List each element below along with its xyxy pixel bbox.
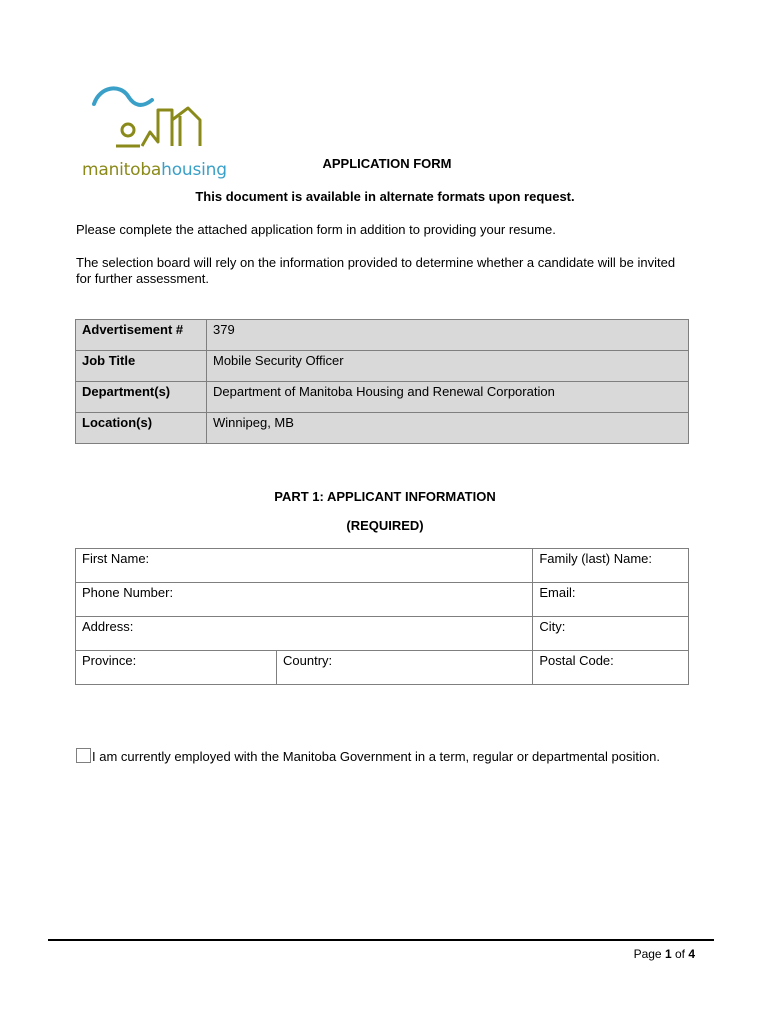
job-title-label: Job Title: [76, 351, 207, 382]
employment-checkbox-label: I am currently employed with the Manitoba Government in a term, regular or departmental position.: [92, 749, 660, 764]
employment-checkbox[interactable]: [76, 748, 91, 763]
logo-graphic-icon: [80, 80, 220, 160]
logo-wordmark: manitobahousing: [82, 160, 227, 180]
advertisement-number-label: Advertisement #: [76, 320, 207, 351]
table-row: [76, 351, 689, 382]
table-row: [76, 583, 689, 617]
intro-paragraph-1: Please complete the attached application form in addition to providing your resume.: [76, 222, 556, 237]
part1-title: PART 1: APPLICANT INFORMATION: [274, 489, 496, 504]
advertisement-table: [75, 319, 689, 444]
email-field[interactable]: Email:: [533, 583, 689, 617]
table-row: [76, 651, 689, 685]
first-name-field[interactable]: First Name:: [76, 549, 533, 583]
location-label: Location(s): [76, 413, 207, 444]
table-row: [76, 617, 689, 651]
table-row: [76, 549, 689, 583]
employment-checkbox-row: [76, 748, 676, 765]
footer-divider: [48, 939, 714, 941]
location-value: Winnipeg, MB: [207, 413, 689, 444]
postal-code-field[interactable]: Postal Code:: [533, 651, 689, 685]
alternate-formats-notice: This document is available in alternate formats upon request.: [195, 189, 575, 204]
page-number: Page 1 of 4: [633, 947, 695, 961]
table-row: [76, 382, 689, 413]
address-field[interactable]: Address:: [76, 617, 533, 651]
intro-paragraph-2: The selection board will rely on the information provided to determine whether a candidate will be invited for further assessment.: [76, 255, 676, 286]
department-value: Department of Manitoba Housing and Renewal Corporation: [207, 382, 689, 413]
table-row: [76, 320, 689, 351]
table-row: [76, 413, 689, 444]
job-title-value: Mobile Security Officer: [207, 351, 689, 382]
department-label: Department(s): [76, 382, 207, 413]
phone-number-field[interactable]: Phone Number:: [76, 583, 533, 617]
province-field[interactable]: Province:: [76, 651, 277, 685]
country-field[interactable]: Country:: [277, 651, 533, 685]
advertisement-number-value: 379: [207, 320, 689, 351]
applicant-info-table: [75, 548, 689, 685]
city-field[interactable]: City:: [533, 617, 689, 651]
family-name-field[interactable]: Family (last) Name:: [533, 549, 689, 583]
part1-subtitle: (REQUIRED): [346, 518, 424, 533]
form-title: APPLICATION FORM: [322, 156, 452, 171]
